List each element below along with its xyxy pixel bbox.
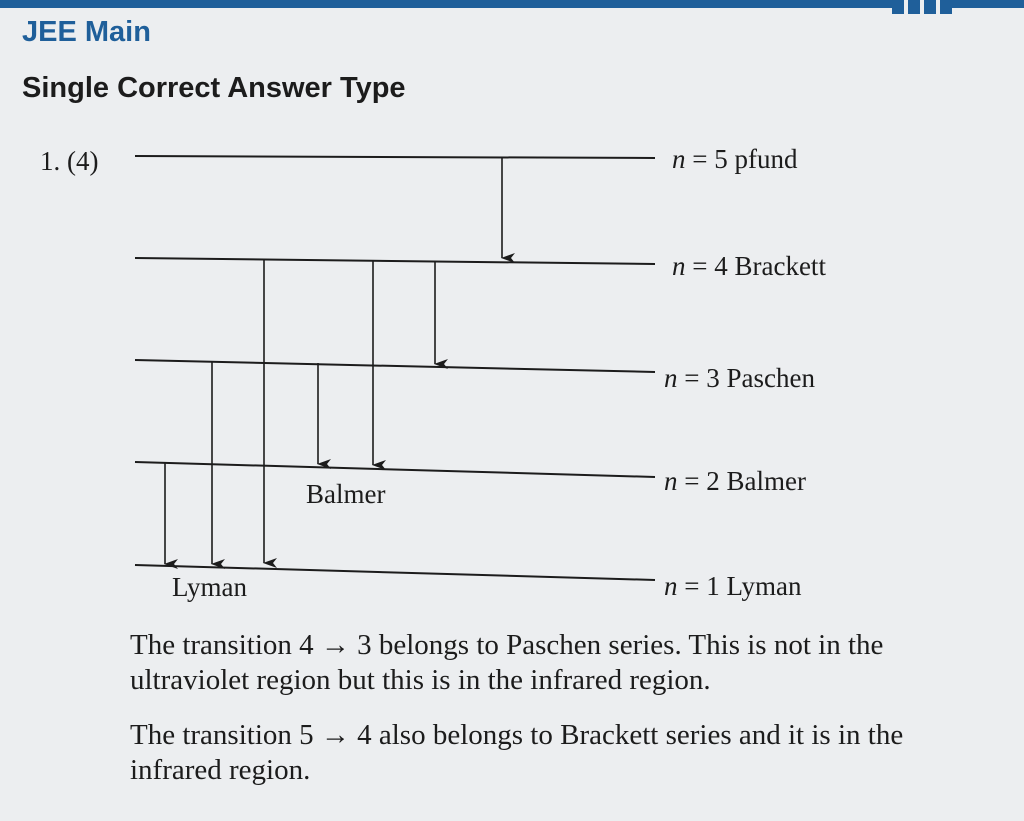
explanation-paragraph-1: The transition 4 → 3 belongs to Paschen series. This is not in the ultraviolet region but this is in the infrared region. [130, 629, 884, 696]
level-line-4 [135, 258, 655, 264]
explanation-paragraph-2: The transition 5 → 4 also belongs to Brackett series and it is in the infrared region. [130, 719, 904, 786]
level-line-5 [135, 156, 655, 158]
level-line-3 [135, 360, 655, 372]
level-label-5: n = 5 pfund [672, 144, 798, 174]
level-line-2 [135, 462, 655, 477]
balmer-group-label: Balmer [306, 479, 386, 509]
level-label-1: n = 1 Lyman [664, 571, 802, 601]
level-label-3: n = 3 Paschen [664, 363, 815, 393]
section-heading: Single Correct Answer Type [22, 72, 406, 104]
lyman-group-label: Lyman [172, 572, 247, 602]
level-label-4: n = 4 Brackett [672, 251, 826, 281]
section-label: JEE Main [22, 16, 151, 48]
level-label-2: n = 2 Balmer [664, 466, 806, 496]
answer-label: 1. (4) [40, 146, 99, 176]
